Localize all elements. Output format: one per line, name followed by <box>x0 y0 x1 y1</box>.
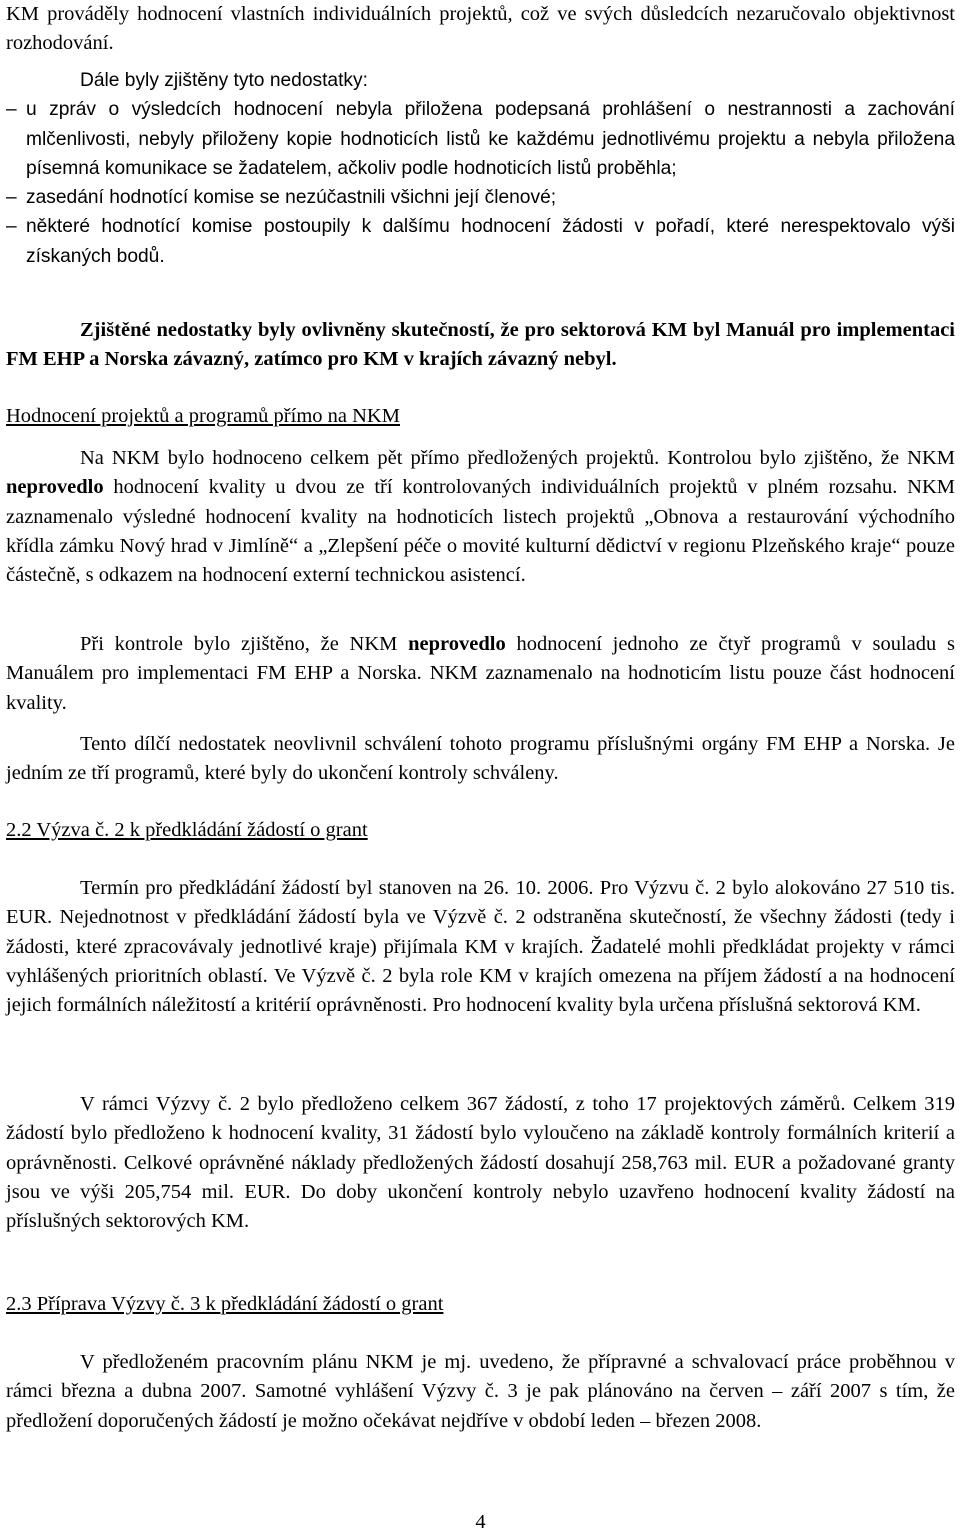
dash-marker: – <box>6 187 17 209</box>
deficiency-item <box>6 183 955 212</box>
deficiency-text: zasedání hodnotící komise se nezúčastnili všichni její členové; <box>26 187 557 209</box>
deficiency-text: u zpráv o výsledcích hodnocení nebyla přiložena podepsaná prohlášení o nestrannosti a zachování mlčenlivosti, nebyly přiloženy kopie hodnoticích listů ke každému jednotlivému projektu a nebyla přiložena písemná komunikace se žadatelem, ačkoliv podle hodnoticích listů proběhla; <box>26 99 955 179</box>
intro-paragraph: KM prováděly hodnocení vlastních individuálních projektů, což ve svých důsledcích nezaručovalo objektivnost rozhodování. <box>6 3 955 55</box>
section-2-2-paragraph-2: V rámci Výzvy č. 2 bylo předloženo celkem 367 žádostí, z toho 17 projektových záměrů. Celkem 319 žádostí bylo předloženo k hodnocení kvality, 31 žádostí bylo vyloučeno na základě kontroly formálních kriterií a oprávněnosti. Celkové oprávněné náklady předložených žádostí dosahují 258,763 mil. EUR a požadované granty jsou ve výši 205,754 mil. EUR. Do doby ukončení kontroly nebylo uzavřeno hodnocení kvality žádostí na příslušných sektorových KM. <box>6 1093 955 1233</box>
document-page <box>6 0 955 1537</box>
section-2-2-paragraph-1: Termín pro předkládání žádostí byl stanoven na 26. 10. 2006. Pro Výzvu č. 2 bylo alokováno 27 510 tis. EUR. Nejednotnost v předkládání žádostí byla ve Výzvě č. 2 odstraněna skutečností, že všechny žádosti (tedy i žádosti, které zpracovávaly jednotlivé kraje) přijímala KM v krajích. Žadatelé mohli předkládat projekty v rámci vyhlášených prioritních oblastí. Ve Výzvě č. 2 byla role KM v krajích omezena na příjem žádostí a na hodnocení jejich formálních náležitostí a kritérií oprávněnosti. Pro hodnocení kvality byla určena příslušná sektorová KM. <box>6 877 955 1017</box>
deficiencies-block <box>6 66 955 271</box>
deficiency-item <box>6 95 955 183</box>
nkm-p2-emphasis: neprovedlo <box>408 633 506 655</box>
page-number: 4 <box>475 1511 486 1533</box>
deficiency-text: některé hodnotící komise postoupily k dalšímu hodnocení žádosti v pořadí, které nerespektovalo výši získaných bodů. <box>26 216 955 267</box>
nkm-paragraph-3: Tento dílčí nedostatek neovlivnil schválení tohoto programu příslušnými orgány FM EHP a Norska. Je jedním ze tří programů, které byly do ukončení kontroly schváleny. <box>6 733 955 785</box>
dash-marker: – <box>6 216 17 238</box>
nkm-paragraph-2 <box>6 630 955 718</box>
section-heading-nkm: Hodnocení projektů a programů přímo na NKM <box>6 405 400 427</box>
findings-statement: Zjištěné nedostatky byly ovlivněny skutečností, že pro sektorová KM byl Manuál pro implementaci FM EHP a Norska závazný, zatímco pro KM v krajích závazný nebyl. <box>6 319 955 371</box>
section-2-3-paragraph-1: V předloženém pracovním plánu NKM je mj. uvedeno, že přípravné a schvalovací práce proběhnou v rámci března a dubna 2007. Samotné vyhlášení Výzvy č. 3 je pak plánováno na červen – září 2007 s tím, že předložení doporučených žádostí je možno očekávat nejdříve v období leden – březen 2008. <box>6 1351 955 1432</box>
deficiencies-lead: Dále byly zjištěny tyto nedostatky: <box>80 70 368 91</box>
section-heading-2-3 <box>6 1290 955 1319</box>
deficiency-item <box>6 212 955 271</box>
section-2-3-title: 2.3 Příprava Výzvy č. 3 k předkládání žádostí o grant <box>6 1293 444 1315</box>
nkm-p1-text: Na NKM bylo hodnoceno celkem pět přímo předložených projektů. Kontrolou bylo zjištěno, že NKM <box>80 447 955 469</box>
nkm-p2-text: Při kontrole bylo zjištěno, že NKM <box>80 633 409 655</box>
nkm-p1-emphasis: neprovedlo <box>6 476 104 499</box>
dash-marker: – <box>6 99 17 121</box>
section-heading-2-2 <box>6 816 955 845</box>
section-2-2-title: 2.2 Výzva č. 2 k předkládání žádostí o grant <box>6 819 368 841</box>
nkm-p1-text-cont: hodnocení kvality u dvou ze tří kontrolovaných individuálních projektů v plném rozsahu. NKM zaznamenalo výsledné hodnocení kvality na hodnoticích listech projektů „Obnova a restaurování východního křídla zámku Nový hrad v Jimlíně“ a „Zlepšení péče o movité kulturní dědictví v regionu Plzeňského kraje“ pouze částečně, s odkazem na hodnocení externí technickou asistencí. <box>6 476 955 587</box>
nkm-p2-text-cont: hodnocení jednoho ze čtyř programů v souladu s Manuálem pro implementaci FM EHP a Norska. NKM zaznamenalo na hodnoticím listu pouze část hodnocení kvality. <box>6 633 955 714</box>
nkm-paragraph-1 <box>6 444 955 590</box>
